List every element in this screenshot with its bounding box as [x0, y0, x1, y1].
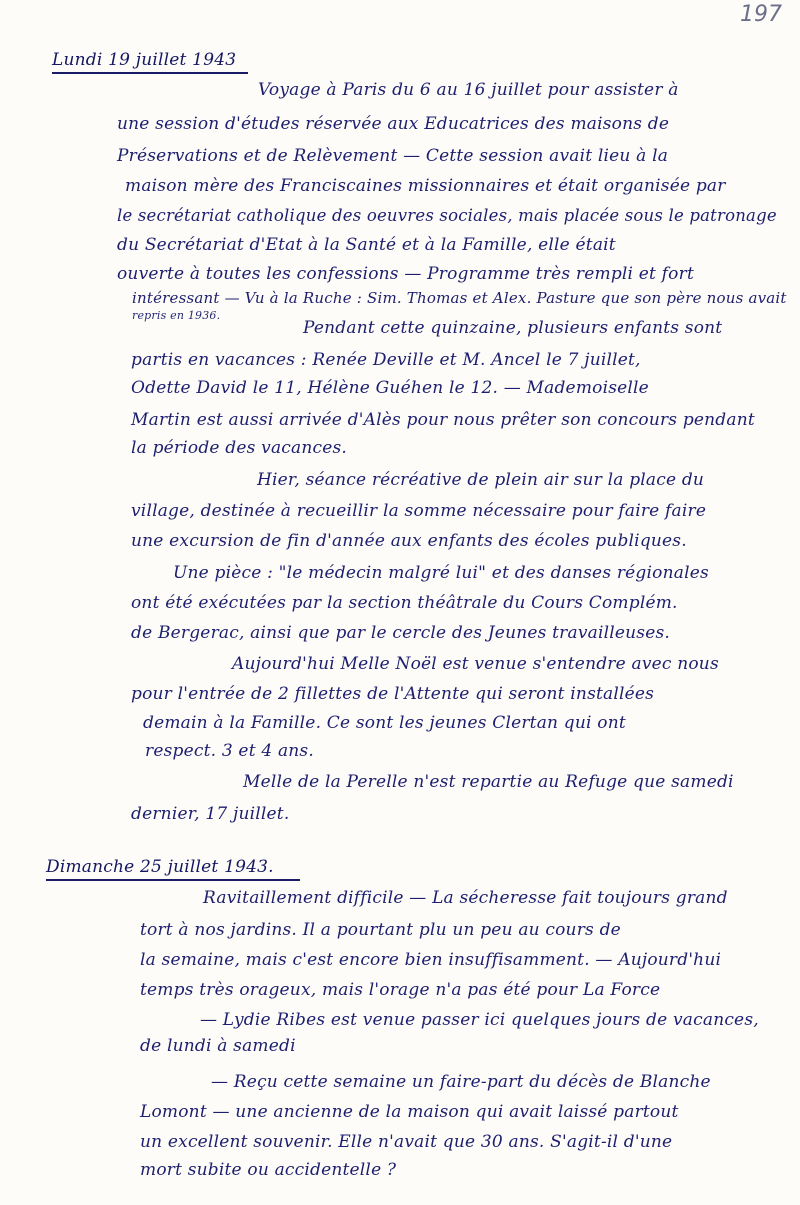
entry-line: Melle de la Perelle n'est repartie au Refuge que samedi [243, 772, 734, 792]
entry-date-2: Dimanche 25 juillet 1943. [46, 857, 274, 877]
entry-line: tort à nos jardins. Il a pourtant plu un peu au cours de [140, 920, 621, 940]
entry-line: Voyage à Paris du 6 au 16 juillet pour assister à [258, 80, 679, 100]
entry-line: Une pièce : "le médecin malgré lui" et des danses régionales [173, 563, 709, 583]
entry-line: respect. 3 et 4 ans. [145, 741, 314, 761]
date-underline-2 [46, 879, 300, 881]
date-underline-1 [52, 72, 248, 74]
entry-line: ouverte à toutes les confessions — Programme très rempli et fort [117, 264, 694, 284]
entry-line: de lundi à samedi [140, 1036, 296, 1056]
entry-line: repris en 1936. [132, 309, 221, 322]
entry-line: la semaine, mais c'est encore bien insuffisamment. — Aujourd'hui [140, 950, 722, 970]
entry-line: le secrétariat catholique des oeuvres sociales, mais placée sous le patronage [117, 206, 777, 225]
entry-line: Ravitaillement difficile — La sécheresse fait toujours grand [203, 888, 728, 908]
entry-line: maison mère des Franciscaines missionnaires et était organisée par [125, 176, 726, 196]
entry-line: Hier, séance récréative de plein air sur la place du [257, 470, 705, 490]
entry-line: partis en vacances : Renée Deville et M. Ancel le 7 juillet, [131, 350, 641, 370]
entry-line: dernier, 17 juillet. [131, 804, 290, 824]
entry-line: village, destinée à recueillir la somme nécessaire pour faire faire [131, 501, 707, 521]
page-number: 197 [740, 2, 782, 27]
entry-line: temps très orageux, mais l'orage n'a pas été pour La Force [140, 980, 661, 1000]
entry-date-1: Lundi 19 juillet 1943 [52, 50, 237, 70]
entry-line: du Secrétariat d'Etat à la Santé et à la Famille, elle était [117, 235, 616, 255]
entry-line: un excellent souvenir. Elle n'avait que 30 ans. S'agit-il d'une [140, 1132, 673, 1152]
entry-line: demain à la Famille. Ce sont les jeunes Clertan qui ont [143, 713, 626, 733]
entry-line: — Lydie Ribes est venue passer ici quelques jours de vacances, [200, 1010, 759, 1030]
entry-line: Martin est aussi arrivée d'Alès pour nous prêter son concours pendant [131, 410, 755, 430]
entry-line: — Reçu cette semaine un faire-part du décès de Blanche [211, 1072, 711, 1092]
entry-line: intéressant — Vu à la Ruche : Sim. Thomas et Alex. Pasture que son père nous avait [132, 289, 787, 307]
entry-line: une excursion de fin d'année aux enfants des écoles publiques. [131, 531, 687, 551]
entry-line: Préservations et de Relèvement — Cette session avait lieu à la [117, 146, 669, 166]
entry-line: Lomont — une ancienne de la maison qui avait laissé partout [140, 1102, 679, 1122]
entry-line: ont été exécutées par la section théâtrale du Cours Complém. [131, 593, 678, 613]
entry-line: mort subite ou accidentelle ? [140, 1160, 397, 1180]
entry-line: Odette David le 11, Hélène Guéhen le 12. — Mademoiselle [131, 378, 649, 398]
entry-line: Aujourd'hui Melle Noël est venue s'entendre avec nous [232, 654, 719, 674]
entry-line: Pendant cette quinzaine, plusieurs enfants sont [303, 318, 723, 338]
entry-line: pour l'entrée de 2 fillettes de l'Attente qui seront installées [131, 684, 655, 704]
entry-line: une session d'études réservée aux Educatrices des maisons de [117, 114, 670, 134]
entry-line: de Bergerac, ainsi que par le cercle des Jeunes travailleuses. [131, 623, 671, 643]
entry-line: la période des vacances. [131, 438, 347, 458]
